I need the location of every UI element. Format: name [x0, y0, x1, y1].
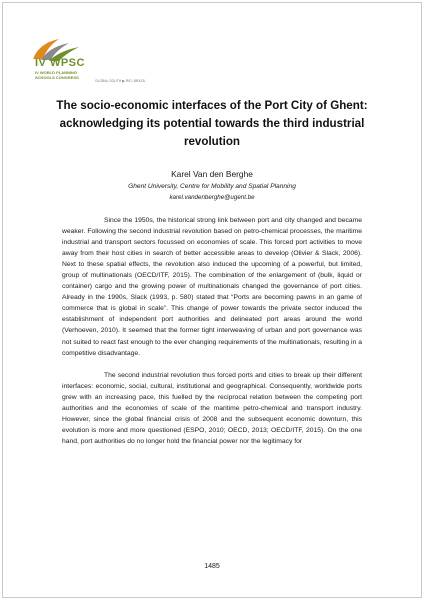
paragraph: The second industrial revolution thus forced ports and cities to break up their different interfaces: economic, social, cultural, institutional and geographical. Consequently, worldwide ports grew with an increasing pace, this fuelled by the reciprocal relation between the competing port authorities and the economies of scale of the maritime petro-chemical and transport industry. However, since the global financial crisis of 2008 and the subsequent economic downturn, this evolution is more and more questioned (ESPO, 2010; OECD, 2013; OECD/ITF, 2015). On the one hand, port authorities do no longer hold the financial power nor the legitimacy for — [62, 371, 362, 445]
paper-title: The socio-economic interfaces of the Port City of Ghent: acknowledging its potential towards the third industrial revolution — [56, 99, 368, 148]
author-affiliation: Ghent University, Centre for Mobility and Spatial Planning — [128, 183, 296, 190]
logo-title: IV WPSC — [35, 57, 85, 69]
document-page — [2, 2, 422, 598]
page-number: 1485 — [204, 563, 220, 570]
logo-subtitle: IV WORLD PLANNING SCHOOLS CONGRESS — [35, 70, 79, 80]
paragraph: Since the 1950s, the historical strong link between port and city changed and became weaker. Following the second industrial revolution based on petro-chemical processes, the maritime industrial and transport sectors focussed on economies of scale. This forced port activities to move away from their host cities in search of better accessible areas to develop (Olivier & Slack, 2006). Next to these spatial effects, the revolution also induced the upcoming of a powerful, but limited, group of multinationals (OECD/ITF, 2015). The combination of the enlargement of (bulk, liquid or container) cargo and the growing power of multinationals changed the governance of port cities. Already in the 1990s, Slack (1993, p. 580) stated that “Ports are becoming pawns in an game of commerce that is global in scale”. This change of power towards the private sector induced the establishment of independent port authorities and delineated port areas around the world (Verhoeven, 2010). It seemed that the former tight interweaving of urban and port governance was not suited to react fast enough to the ever changing requirements of the multinationals, resulting in a competitive disadvantage. — [62, 217, 362, 357]
author-name: Karel Van den Berghe — [171, 169, 253, 179]
congress-logo — [29, 35, 179, 85]
author-email: karel.vandenberghe@ugent.be — [169, 194, 255, 201]
body-text — [62, 215, 362, 447]
logo-tagline: GLOBAL SOUTH ▶ RIO, BRAZIL — [95, 79, 146, 83]
